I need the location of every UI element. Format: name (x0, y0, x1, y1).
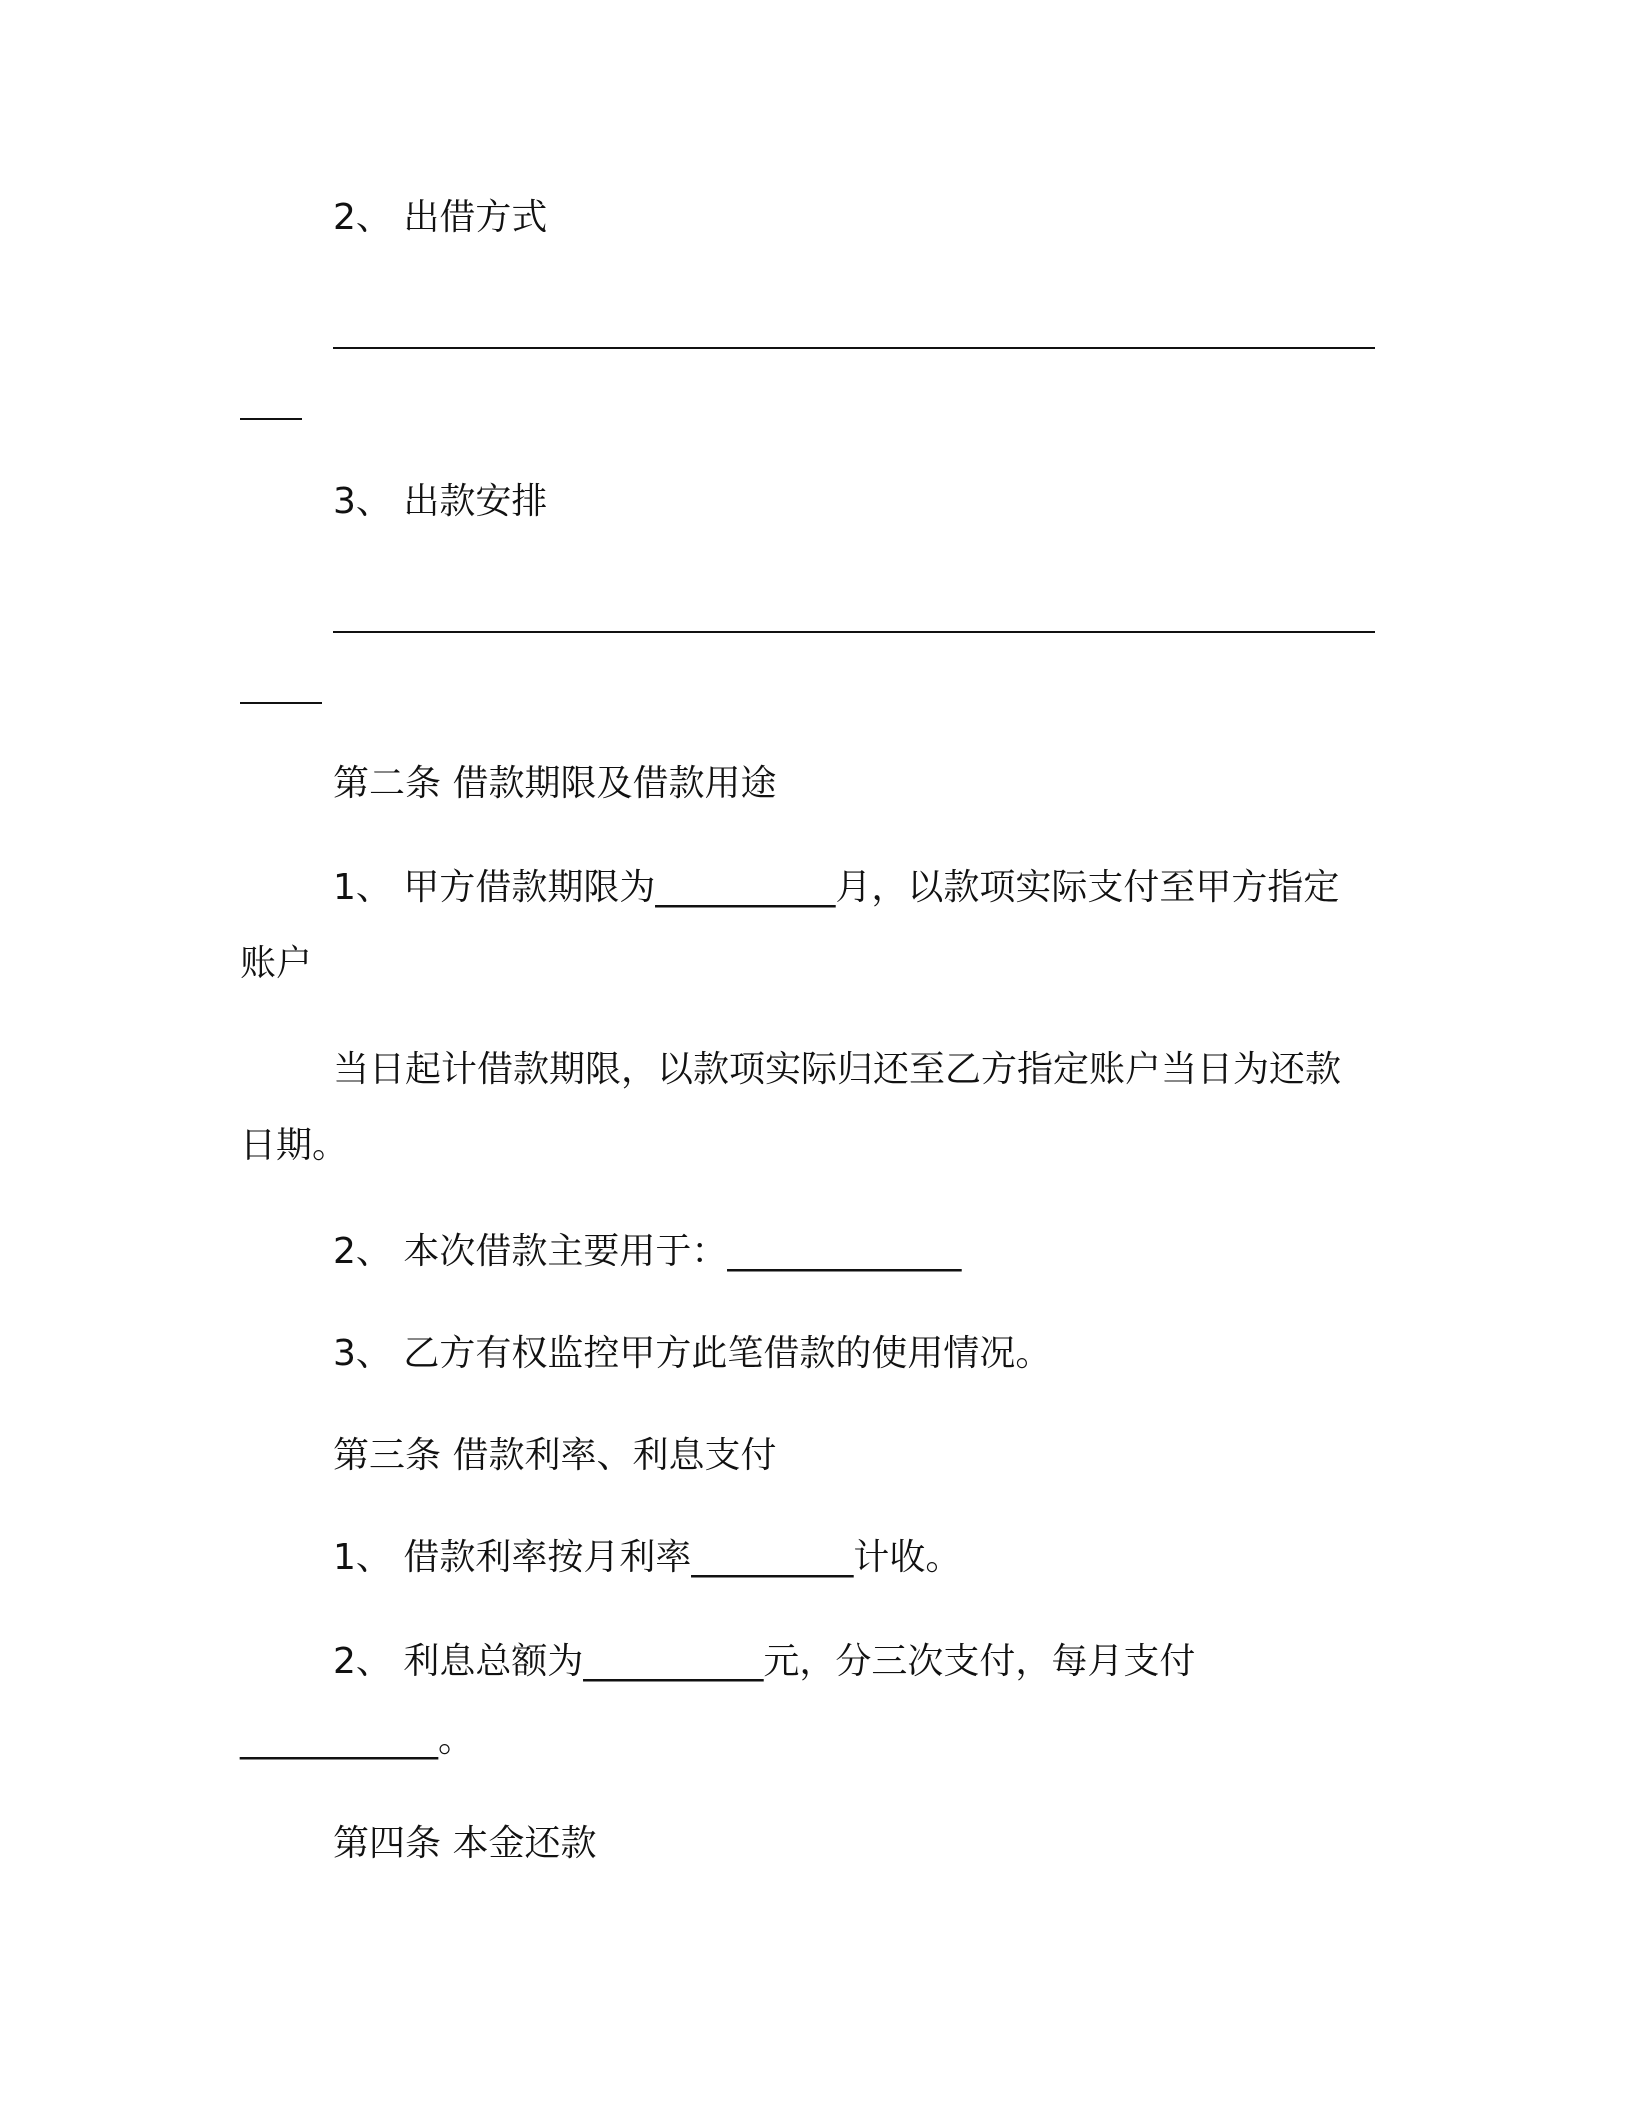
article-heading-4: 第四条 本金还款 (333, 1823, 597, 1864)
fill-in-blank-line (333, 347, 1375, 349)
fill-in-blank-line-continuation (240, 418, 302, 420)
paragraph-text: 账户 (240, 943, 313, 984)
paragraph-text: 2、 本次借款主要用于：_____________ (333, 1231, 962, 1272)
item-lending-method: 2、 出借方式 (333, 197, 548, 238)
fill-in-blank-line (333, 631, 1375, 633)
paragraph-text: 当日起计借款期限，以款项实际归还至乙方指定账户当日为还款 (333, 1049, 1342, 1090)
paragraph-text: 1、 借款利率按月利率_________计收。 (333, 1537, 962, 1578)
paragraph-text: 日期。 (240, 1125, 349, 1166)
item-disbursement-arrangement: 3、 出款安排 (333, 481, 548, 522)
paragraph-text: 3、 乙方有权监控甲方此笔借款的使用情况。 (333, 1333, 1052, 1374)
article-heading-3: 第三条 借款利率、利息支付 (333, 1435, 777, 1476)
article-heading-2: 第二条 借款期限及借款用途 (333, 763, 777, 804)
paragraph-text: 2、 利息总额为__________元，分三次支付，每月支付 (333, 1641, 1196, 1682)
paragraph-text: 1、 甲方借款期限为__________月，以款项实际支付至甲方指定 (333, 867, 1340, 908)
fill-in-blank-line-continuation (240, 702, 322, 704)
paragraph-text: ___________。 (240, 1719, 475, 1760)
